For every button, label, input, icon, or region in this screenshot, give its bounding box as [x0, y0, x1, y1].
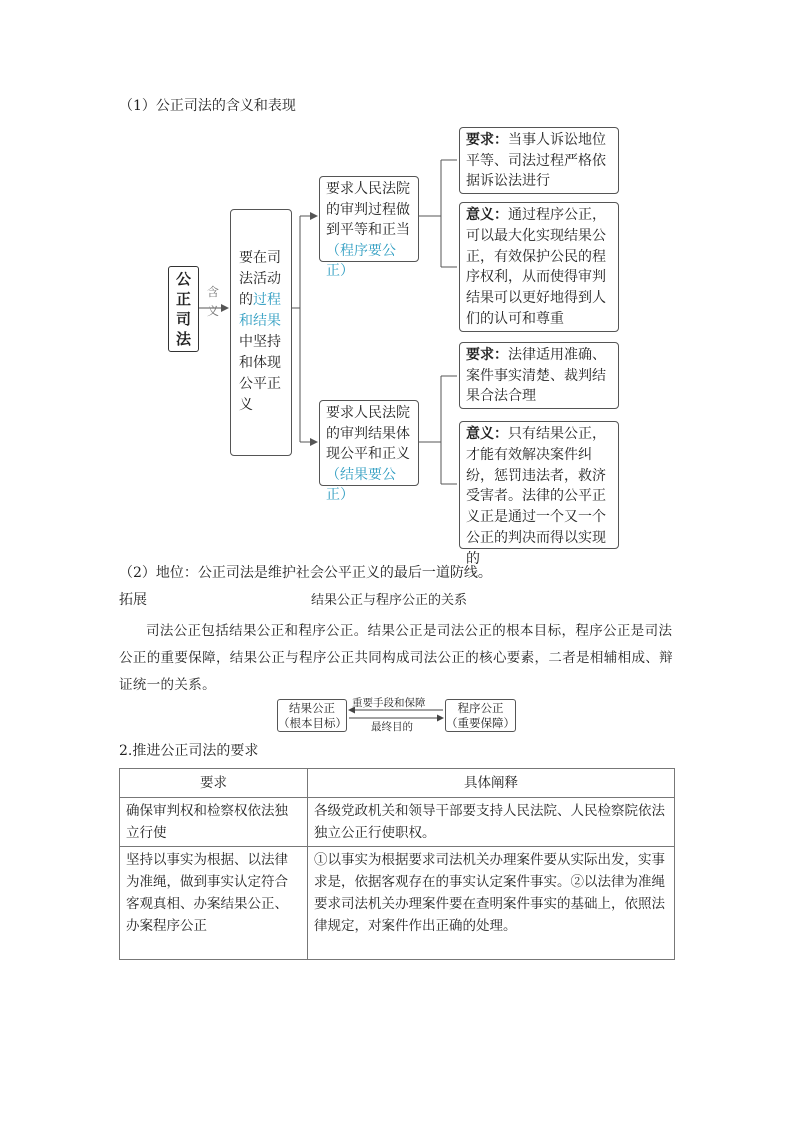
procedure-fairness-title: 程序公正	[457, 701, 504, 715]
table-cell: 确保审判权和检察权依法独立行使	[120, 798, 308, 847]
table-header-cell: 具体阐释	[308, 769, 675, 798]
table-cell: ①以事实为根据要求司法机关办理案件要从实际出发，实事求是，依据客观存在的事实认定案件事实。②以法律为准绳要求司法机关办理案件要在查明案件事实的基础上，依照法律规定，对案件作出正确的处理。	[308, 847, 675, 960]
branch-result-text: 要求人民法院的审判结果体现公平和正义	[326, 405, 410, 462]
table-cell: 各级党政机关和领导干部要支持人民法院、人民检察院依法独立公正行使职权。	[308, 798, 675, 847]
center-text-after: 中坚持和体现公平正义	[239, 334, 281, 413]
center-text-before: 要在司法活动的	[239, 250, 281, 308]
process-requirement-label: 要求：	[466, 132, 508, 148]
branch-process-text: 要求人民法院的审判过程做到平等和正当	[326, 181, 410, 238]
result-significance-text: 只有结果公正，才能有效解决案件纠纷，惩罚违法者，救济受害者。法律的公平正义正是通过一个又一个公正的判决而得以实现的	[466, 426, 606, 567]
result-fairness-subtitle: （根本目标）	[278, 716, 347, 730]
branch-result-tag: （结果要公正）	[326, 466, 396, 503]
process-significance-label: 意义：	[466, 207, 508, 223]
result-significance-label: 意义：	[466, 426, 508, 442]
requirements-heading: 2.推进公正司法的要求	[119, 743, 259, 759]
procedure-fairness-subtitle: （重要保障）	[446, 716, 515, 730]
result-fairness-box	[277, 699, 347, 732]
table-row	[120, 847, 675, 960]
root-node: 公正司法	[168, 266, 199, 352]
process-significance-node	[459, 202, 619, 332]
procedure-fairness-box	[445, 699, 516, 732]
arrow-bottom-label: 最终目的	[371, 721, 413, 733]
result-requirement-label: 要求：	[466, 347, 508, 363]
table-row	[120, 798, 675, 847]
result-fairness-title: 结果公正	[289, 701, 335, 715]
result-significance-node	[459, 421, 619, 567]
status-statement: （2）地位：公正司法是维护社会公平正义的最后一道防线。	[119, 565, 492, 581]
table-cell: 坚持以事实为根据、以法律为准绳，做到事实认定符合客观真相、办案结果公正、办案程序公正	[120, 847, 308, 960]
extension-title: 结果公正与程序公正的关系	[311, 593, 468, 608]
section-heading: （1）公正司法的含义和表现	[119, 98, 296, 114]
process-requirement-node	[459, 127, 619, 194]
requirements-table	[119, 768, 675, 960]
extension-label: 拓展	[119, 592, 147, 608]
table-header-cell: 要求	[120, 769, 308, 798]
branch-process-tag: （程序要公正）	[326, 242, 396, 279]
center-node	[230, 209, 292, 456]
branch-result-node	[319, 400, 419, 503]
process-significance-text: 通过程序公正，可以最大化实现结果公正，有效保护公民的程序权利，从而使得审判结果可以更好地得到人们的认可和尊重	[466, 207, 606, 327]
result-requirement-text: 法律适用准确、案件事实清楚、裁判结果合法合理	[466, 347, 606, 404]
extension-paragraph: 司法公正包括结果公正和程序公正。结果公正是司法公正的根本目标，程序公正是司法公正的重要保障，结果公正与程序公正共同构成司法公正的核心要素，二者是相辅相成、辩证统一的关系。	[119, 623, 673, 693]
center-highlight: 过程和结果	[239, 292, 281, 329]
branch-process-node	[319, 176, 419, 279]
table-header-row	[120, 769, 675, 798]
result-requirement-node	[459, 342, 619, 409]
meaning-label: 含义	[206, 285, 219, 318]
process-requirement-text: 当事人诉讼地位平等、司法过程严格依据诉讼法进行	[466, 132, 606, 189]
arrow-top-label: 重要手段和保障	[352, 697, 426, 709]
